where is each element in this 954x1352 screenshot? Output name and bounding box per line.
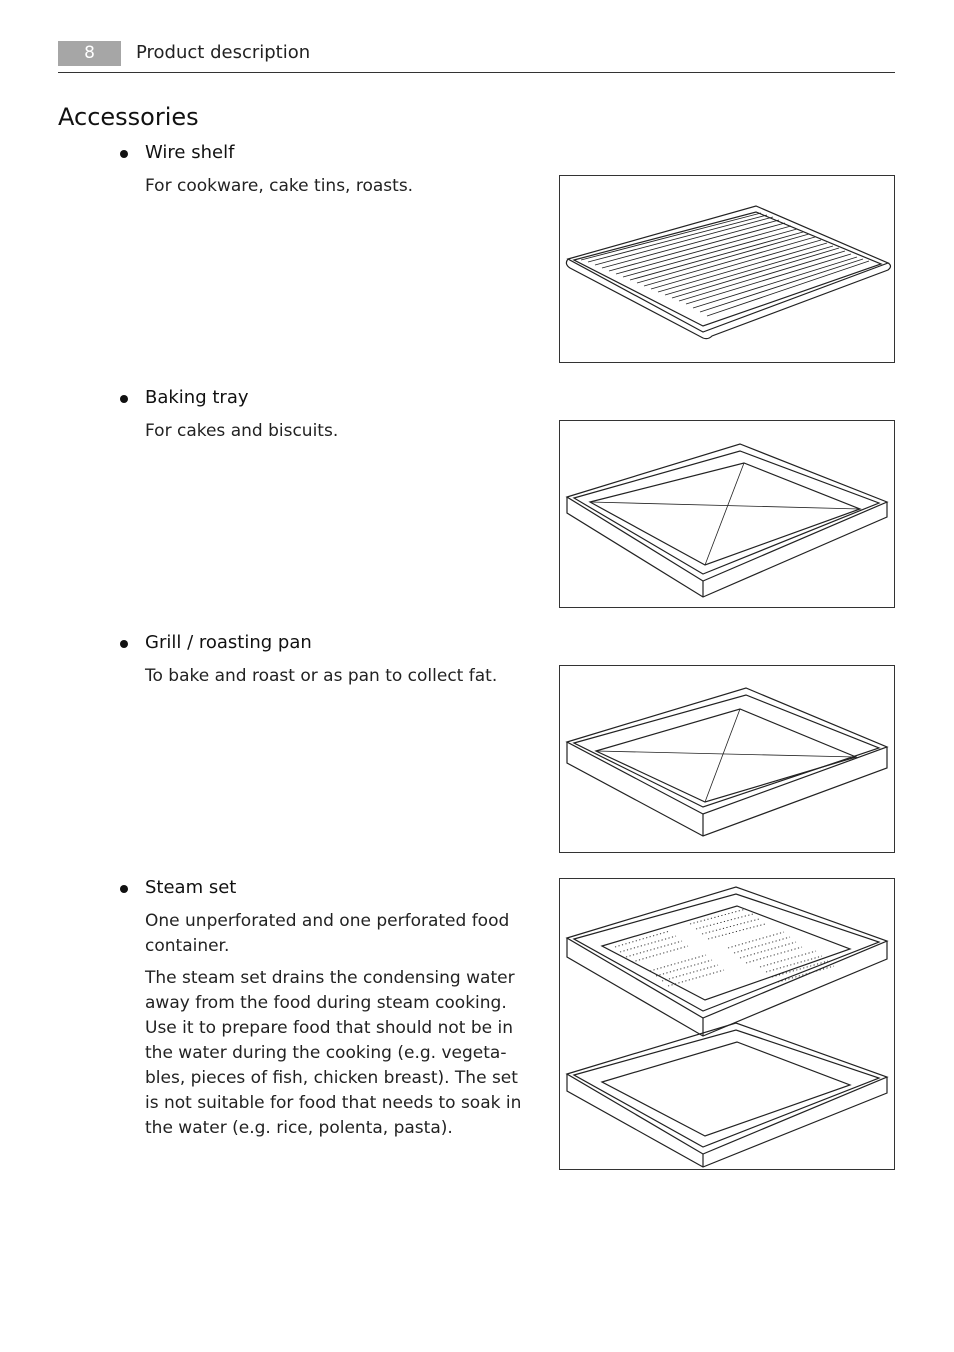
- roasting-pan-illustration: [559, 665, 895, 853]
- bullet-icon: [120, 885, 128, 893]
- accessory-item-wire-shelf: [120, 141, 530, 199]
- accessory-description: The steam set drains the condensing water away from the food during steam cooking. Use it to prepare food that should not be in the water during the cooking (e.g. vegeta-bles, pieces of fish, chicken breast). The set is not suitable for food that needs to soak in the water (e.g. rice, polenta, pasta).: [145, 968, 522, 1138]
- steam-set-illustration: [559, 878, 895, 1170]
- accessory-description: One unperforated and one perforated food container.: [145, 911, 510, 956]
- accessory-title: [120, 876, 530, 900]
- page-header: [58, 40, 895, 73]
- accessory-description: For cookware, cake tins, roasts.: [145, 176, 414, 196]
- accessory-title: [120, 631, 530, 655]
- baking-tray-illustration: [559, 420, 895, 608]
- bullet-icon: [120, 395, 128, 403]
- accessory-title-text: Steam set: [145, 877, 237, 898]
- wire-shelf-illustration: [559, 175, 895, 363]
- accessory-title-text: Wire shelf: [145, 142, 235, 163]
- accessory-item-baking-tray: [120, 386, 530, 444]
- accessory-title-text: Grill / roasting pan: [145, 632, 312, 653]
- accessory-item-steam-set: [120, 876, 530, 1141]
- accessory-description: To bake and roast or as pan to collect fat.: [145, 666, 498, 686]
- page-number: 8: [58, 41, 121, 66]
- accessory-title: [120, 386, 530, 410]
- page-heading: Accessories: [58, 103, 199, 131]
- bullet-icon: [120, 640, 128, 648]
- accessory-item-grill-roasting-pan: [120, 631, 530, 689]
- accessory-title-text: Baking tray: [145, 387, 249, 408]
- accessory-description: For cakes and biscuits.: [145, 421, 339, 441]
- bullet-icon: [120, 150, 128, 158]
- accessory-title: [120, 141, 530, 165]
- section-title: Product description: [136, 42, 311, 63]
